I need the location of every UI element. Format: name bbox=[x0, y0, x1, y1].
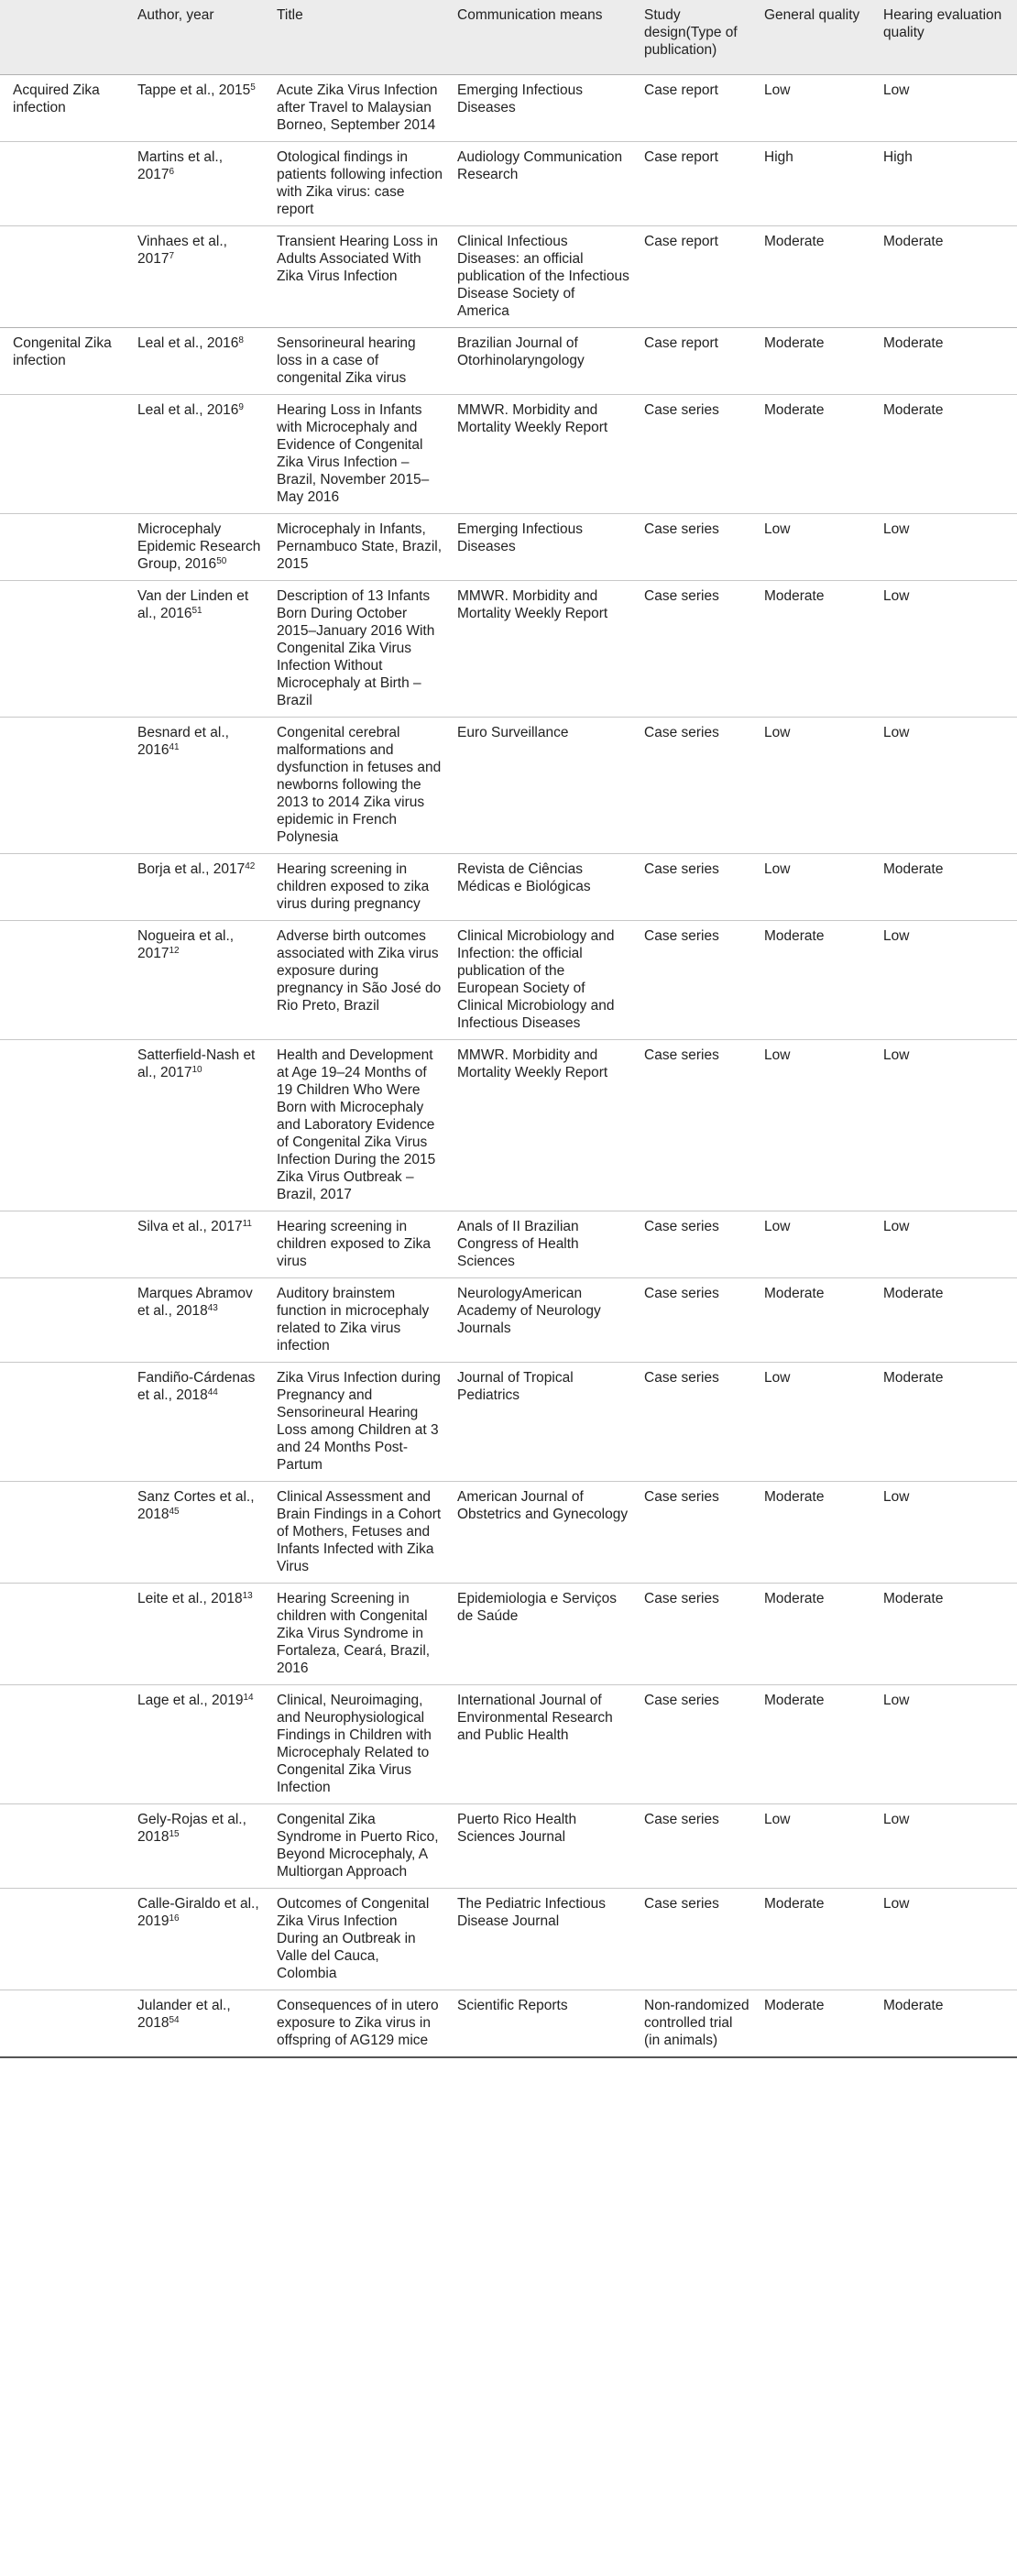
general-quality-cell: Moderate bbox=[764, 927, 825, 944]
reference-number: 14 bbox=[243, 1692, 254, 1703]
author-year-cell bbox=[130, 327, 269, 394]
author-year-cell bbox=[130, 394, 269, 513]
hearing-quality-cell: Moderate bbox=[883, 860, 944, 877]
group-label: Acquired Zika infection bbox=[13, 82, 100, 115]
hearing-quality-cell: Low bbox=[883, 1488, 910, 1505]
title-cell: Microcephaly in Infants, Pernambuco State, Brazil, 2015 bbox=[277, 521, 443, 572]
author-year-cell bbox=[130, 1803, 269, 1888]
title-cell: Sensorineural hearing loss in a case of congenital Zika virus bbox=[269, 327, 450, 394]
communication-means-cell: Scientific Reports bbox=[457, 1997, 568, 2013]
table-row bbox=[0, 1583, 1017, 1684]
table-row bbox=[0, 74, 1017, 141]
author-year-text: Gely-Rojas et al., 2018 bbox=[137, 1811, 246, 1845]
title-cell: Clinical Assessment and Brain Findings in a Cohort of Mothers, Fetuses and Infants Infected with Zika Virus bbox=[277, 1488, 442, 1574]
reference-number: 15 bbox=[169, 1828, 180, 1839]
hearing-quality-cell: Low bbox=[883, 521, 910, 537]
study-design-cell: Case series bbox=[644, 1285, 719, 1301]
reference-number: 13 bbox=[242, 1590, 253, 1601]
author-year-text: Vinhaes et al., 2017 bbox=[137, 233, 227, 267]
study-design-cell: Case series bbox=[644, 927, 719, 944]
general-quality-cell: Low bbox=[764, 860, 791, 877]
hearing-quality-cell: Low bbox=[883, 1692, 910, 1708]
hearing-quality-cell: Moderate bbox=[876, 327, 1017, 394]
communication-means-cell: The Pediatric Infectious Disease Journal bbox=[457, 1895, 606, 1929]
author-year-text: Calle-Giraldo et al., 2019 bbox=[137, 1895, 259, 1929]
table-row bbox=[0, 225, 1017, 327]
communication-means-cell: Emerging Infectious Diseases bbox=[457, 82, 583, 115]
table-row bbox=[0, 327, 1017, 394]
communication-means-cell: Clinical Infectious Diseases: an official publication of the Infectious Disease Society of America bbox=[457, 233, 629, 319]
group-label-empty bbox=[0, 1583, 130, 1684]
table-row bbox=[0, 1803, 1017, 1888]
header-title: Title bbox=[269, 0, 450, 74]
general-quality-cell: Low bbox=[764, 82, 791, 98]
table-row bbox=[0, 1211, 1017, 1277]
group-label-empty bbox=[0, 225, 130, 327]
author-year-cell bbox=[130, 1990, 269, 2057]
communication-means-cell: MMWR. Morbidity and Mortality Weekly Report bbox=[457, 401, 608, 435]
title-cell: Description of 13 Infants Born During October 2015–January 2016 With Congenital Zika Virus Infection Without Microcephaly at Birth – Brazil bbox=[277, 587, 435, 708]
author-year-text: Leite et al., 2018 bbox=[137, 1590, 243, 1606]
header-study-design: Study design(Type of publication) bbox=[637, 0, 757, 74]
communication-means-cell: International Journal of Environmental Research and Public Health bbox=[457, 1692, 613, 1743]
study-design-cell: Case series bbox=[644, 1895, 719, 1912]
reference-number: 5 bbox=[250, 82, 256, 93]
table-row bbox=[0, 920, 1017, 1039]
study-design-cell: Case series bbox=[644, 401, 719, 418]
reference-number: 41 bbox=[169, 741, 180, 752]
reference-number: 42 bbox=[245, 860, 256, 871]
title-cell: Hearing screening in children exposed to zika virus during pregnancy bbox=[277, 860, 430, 912]
study-design-cell: Case report bbox=[637, 327, 757, 394]
author-year-text: Lage et al., 2019 bbox=[137, 1692, 244, 1708]
group-label-empty bbox=[0, 1039, 130, 1211]
reference-number: 16 bbox=[169, 1913, 180, 1924]
header-author-year: Author, year bbox=[130, 0, 269, 74]
study-design-cell: Case series bbox=[644, 1811, 719, 1827]
table-row bbox=[0, 513, 1017, 580]
table-row bbox=[0, 394, 1017, 513]
communication-means-cell: Brazilian Journal of Otorhinolaryngology bbox=[450, 327, 637, 394]
general-quality-cell: Low bbox=[764, 1369, 791, 1386]
title-cell: Otological findings in patients following infection with Zika virus: case report bbox=[277, 148, 443, 217]
study-design-cell: Case series bbox=[644, 1488, 719, 1505]
general-quality-cell: Moderate bbox=[764, 233, 825, 249]
communication-means-cell: MMWR. Morbidity and Mortality Weekly Report bbox=[457, 1047, 608, 1080]
title-cell: Auditory brainstem function in microcephaly related to Zika virus infection bbox=[277, 1285, 430, 1354]
author-year-text: Fandiño-Cárdenas et al., 2018 bbox=[137, 1369, 256, 1403]
study-design-cell: Non-randomized controlled trial (in animals) bbox=[644, 1997, 749, 2048]
author-year-cell bbox=[130, 920, 269, 1039]
table-row bbox=[0, 580, 1017, 717]
reference-number: 9 bbox=[238, 401, 244, 412]
author-year-cell bbox=[130, 1583, 269, 1684]
table-row bbox=[0, 717, 1017, 853]
general-quality-cell: Moderate bbox=[764, 587, 825, 604]
general-quality-cell: Moderate bbox=[764, 1997, 825, 2013]
hearing-quality-cell: Moderate bbox=[883, 233, 944, 249]
reference-number: 44 bbox=[207, 1387, 218, 1398]
general-quality-cell: Low bbox=[764, 1047, 791, 1063]
study-design-cell: Case series bbox=[644, 587, 719, 604]
study-design-cell: Case series bbox=[644, 1047, 719, 1063]
group-label-empty bbox=[0, 513, 130, 580]
group-label-empty bbox=[0, 1211, 130, 1277]
author-year-cell bbox=[130, 1888, 269, 1990]
author-year-cell bbox=[130, 580, 269, 717]
author-year-cell bbox=[130, 1039, 269, 1211]
group-label-empty bbox=[0, 1362, 130, 1481]
reference-number: 50 bbox=[216, 555, 227, 566]
study-design-cell: Case series bbox=[644, 724, 719, 740]
title-cell: Health and Development at Age 19–24 Months of 19 Children Who Were Born with Microcephaly and Laboratory Evidence of Congenital Zika Virus Infection During the 2015 Zika Virus Outbreak – Brazil, 2017 bbox=[277, 1047, 436, 1202]
hearing-quality-cell: High bbox=[883, 148, 913, 165]
group-label-empty bbox=[0, 1277, 130, 1362]
title-cell: Hearing Screening in children with Congenital Zika Virus Syndrome in Fortaleza, Ceará, Brazil, 2016 bbox=[277, 1590, 431, 1676]
author-year-text: Nogueira et al., 2017 bbox=[137, 927, 235, 961]
title-cell: Clinical, Neuroimaging, and Neurophysiological Findings in Children with Microcephaly Related to Congenital Zika Virus Infection bbox=[277, 1692, 432, 1795]
reference-number: 51 bbox=[191, 605, 202, 616]
general-quality-cell: Moderate bbox=[764, 1590, 825, 1606]
group-label-empty bbox=[0, 580, 130, 717]
hearing-quality-cell: Moderate bbox=[883, 1590, 944, 1606]
hearing-quality-cell: Low bbox=[883, 1218, 910, 1234]
group-label: Congenital Zika infection bbox=[0, 327, 130, 394]
author-year-text: Van der Linden et al., 2016 bbox=[137, 587, 249, 621]
hearing-quality-cell: Low bbox=[883, 1895, 910, 1912]
group-label-empty bbox=[0, 394, 130, 513]
table-row bbox=[0, 1277, 1017, 1362]
author-year-text: Borja et al., 2017 bbox=[137, 860, 246, 877]
title-cell: Zika Virus Infection during Pregnancy and Sensorineural Hearing Loss among Children at 3 and 24 Months Post-Partum bbox=[277, 1369, 441, 1473]
hearing-quality-cell: Low bbox=[883, 82, 910, 98]
reference-number: 12 bbox=[169, 945, 180, 956]
author-year-text: Tappe et al., 2015 bbox=[137, 82, 251, 98]
hearing-quality-cell: Moderate bbox=[883, 401, 944, 418]
communication-means-cell: MMWR. Morbidity and Mortality Weekly Report bbox=[457, 587, 608, 621]
group-label-empty bbox=[0, 1803, 130, 1888]
general-quality-cell: Moderate bbox=[764, 401, 825, 418]
group-label-empty bbox=[0, 717, 130, 853]
table-row bbox=[0, 853, 1017, 920]
author-year-cell bbox=[130, 717, 269, 853]
header-category bbox=[0, 0, 130, 74]
author-year-cell bbox=[130, 1211, 269, 1277]
table-row bbox=[0, 1481, 1017, 1583]
author-year-cell bbox=[130, 74, 269, 141]
communication-means-cell: Journal of Tropical Pediatrics bbox=[457, 1369, 574, 1403]
author-year-cell bbox=[130, 1362, 269, 1481]
reference-number: 11 bbox=[242, 1218, 252, 1229]
hearing-quality-cell: Low bbox=[883, 1047, 910, 1063]
group-label-empty bbox=[0, 1888, 130, 1990]
reference-number: 8 bbox=[238, 334, 244, 345]
general-quality-cell: Moderate bbox=[764, 1895, 825, 1912]
author-year-cell bbox=[130, 513, 269, 580]
title-cell: Congenital cerebral malformations and dysfunction in fetuses and newborns following the 2013 to 2014 Zika virus epidemic in French Polynesia bbox=[277, 724, 442, 845]
author-year-cell bbox=[130, 1684, 269, 1803]
group-label-empty bbox=[0, 141, 130, 225]
communication-means-cell: American Journal of Obstetrics and Gynecology bbox=[457, 1488, 629, 1522]
title-cell: Acute Zika Virus Infection after Travel to Malaysian Borneo, September 2014 bbox=[277, 82, 438, 133]
communication-means-cell: Euro Surveillance bbox=[457, 724, 569, 740]
hearing-quality-cell: Low bbox=[883, 1811, 910, 1827]
general-quality-cell: Moderate bbox=[764, 1285, 825, 1301]
reference-number: 54 bbox=[169, 2014, 180, 2025]
author-year-cell bbox=[130, 1481, 269, 1583]
study-design-cell: Case series bbox=[644, 1218, 719, 1234]
reference-number: 43 bbox=[207, 1302, 218, 1313]
header-hearing-quality: Hearing evaluation quality bbox=[876, 0, 1017, 74]
author-year-text: Julander et al., 2018 bbox=[137, 1997, 231, 2031]
author-year-text: Leal et al., 2016 bbox=[137, 334, 239, 351]
author-year-text: Microcephaly Epidemic Research Group, 2016 bbox=[137, 521, 261, 572]
author-year-text: Besnard et al., 2016 bbox=[137, 724, 229, 758]
group-label-empty bbox=[0, 853, 130, 920]
hearing-quality-cell: Low bbox=[883, 724, 910, 740]
general-quality-cell: Moderate bbox=[764, 1692, 825, 1708]
reference-number: 6 bbox=[169, 166, 175, 177]
reference-number: 10 bbox=[191, 1064, 202, 1075]
general-quality-cell: Low bbox=[764, 521, 791, 537]
author-year-text: Martins et al., 2017 bbox=[137, 148, 224, 182]
general-quality-cell: Moderate bbox=[764, 1488, 825, 1505]
title-cell: Consequences of in utero exposure to Zika virus in offspring of AG129 mice bbox=[277, 1997, 439, 2048]
title-cell: Transient Hearing Loss in Adults Associated With Zika Virus Infection bbox=[277, 233, 439, 284]
communication-means-cell: Revista de Ciências Médicas e Biológicas bbox=[457, 860, 591, 894]
author-year-text: Silva et al., 2017 bbox=[137, 1218, 243, 1234]
header-general-quality: General quality bbox=[757, 0, 876, 74]
hearing-quality-cell: Low bbox=[883, 927, 910, 944]
study-design-cell: Case series bbox=[644, 1369, 719, 1386]
study-design-cell: Case series bbox=[644, 1692, 719, 1708]
communication-means-cell: Puerto Rico Health Sciences Journal bbox=[457, 1811, 577, 1845]
reference-number: 45 bbox=[169, 1506, 180, 1517]
title-cell: Adverse birth outcomes associated with Zika virus exposure during pregnancy in São José do Rio Preto, Brazil bbox=[277, 927, 442, 1014]
general-quality-cell: Low bbox=[764, 724, 791, 740]
author-year-cell bbox=[130, 853, 269, 920]
study-design-cell: Case series bbox=[644, 860, 719, 877]
communication-means-cell: Emerging Infectious Diseases bbox=[457, 521, 583, 554]
communication-means-cell: Audiology Communication Research bbox=[457, 148, 623, 182]
author-year-cell bbox=[130, 1277, 269, 1362]
title-cell: Hearing screening in children exposed to Zika virus bbox=[277, 1218, 432, 1269]
table-body bbox=[0, 74, 1017, 2057]
header-communication-means: Communication means bbox=[450, 0, 637, 74]
hearing-quality-cell: Low bbox=[883, 587, 910, 604]
group-label-empty bbox=[0, 920, 130, 1039]
table-row bbox=[0, 1039, 1017, 1211]
general-quality-cell: High bbox=[764, 148, 793, 165]
study-design-cell: Case series bbox=[644, 521, 719, 537]
study-design-cell: Case report bbox=[644, 233, 718, 249]
author-year-text: Sanz Cortes et al., 2018 bbox=[137, 1488, 255, 1522]
table-row bbox=[0, 1684, 1017, 1803]
communication-means-cell: Clinical Microbiology and Infection: the official publication of the European Society of Clinical Microbiology and Infectious Diseases bbox=[457, 927, 615, 1031]
table-header-row bbox=[0, 0, 1017, 74]
title-cell: Hearing Loss in Infants with Microcephaly and Evidence of Congenital Zika Virus Infection – Brazil, November 2015–May 2016 bbox=[277, 401, 430, 505]
table-row bbox=[0, 141, 1017, 225]
general-quality-cell: Low bbox=[764, 1811, 791, 1827]
study-design-cell: Case report bbox=[644, 82, 718, 98]
table-row bbox=[0, 1990, 1017, 2057]
communication-means-cell: Anals of II Brazilian Congress of Health Sciences bbox=[457, 1218, 579, 1269]
title-cell: Congenital Zika Syndrome in Puerto Rico, Beyond Microcephaly, A Multiorgan Approach bbox=[277, 1811, 439, 1880]
group-label-empty bbox=[0, 1481, 130, 1583]
author-year-text: Leal et al., 2016 bbox=[137, 401, 239, 418]
general-quality-cell: Low bbox=[764, 1218, 791, 1234]
author-year-text: Satterfield-Nash et al., 2017 bbox=[137, 1047, 256, 1080]
author-year-cell bbox=[130, 225, 269, 327]
communication-means-cell: Epidemiologia e Serviços de Saúde bbox=[457, 1590, 618, 1624]
table-row bbox=[0, 1888, 1017, 1990]
title-cell: Outcomes of Congenital Zika Virus Infection During an Outbreak in Valle del Cauca, Colombia bbox=[277, 1895, 430, 1981]
hearing-quality-cell: Moderate bbox=[883, 1369, 944, 1386]
table-row bbox=[0, 1362, 1017, 1481]
study-design-cell: Case report bbox=[644, 148, 718, 165]
hearing-quality-cell: Moderate bbox=[883, 1285, 944, 1301]
hearing-quality-cell: Moderate bbox=[883, 1997, 944, 2013]
general-quality-cell: Moderate bbox=[757, 327, 876, 394]
study-design-cell: Case series bbox=[644, 1590, 719, 1606]
author-year-cell bbox=[130, 141, 269, 225]
author-year-text: Marques Abramov et al., 2018 bbox=[137, 1285, 253, 1319]
reference-number: 7 bbox=[169, 250, 175, 261]
group-label-empty bbox=[0, 1990, 130, 2057]
group-label-empty bbox=[0, 1684, 130, 1803]
communication-means-cell: NeurologyAmerican Academy of Neurology Journals bbox=[457, 1285, 601, 1336]
